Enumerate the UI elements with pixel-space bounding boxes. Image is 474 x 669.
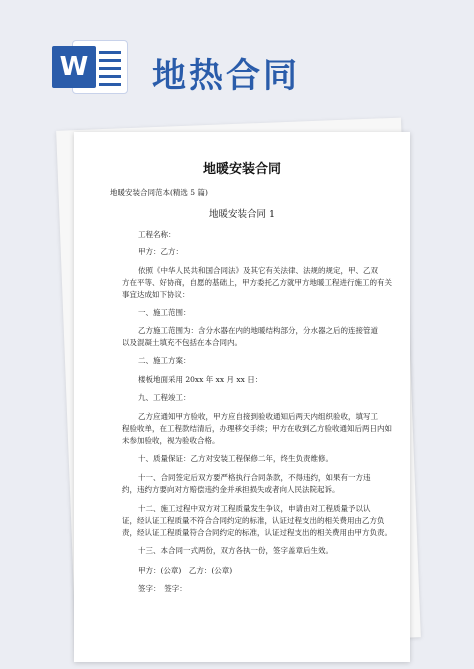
document-line: 甲方：(公章) 乙方：(公章) — [138, 566, 233, 575]
document-line: 签字： 签字： — [138, 584, 187, 593]
document-line: 十三、本合同一式两份，双方各执一份，签字盖章后生效。 — [138, 546, 333, 555]
document-line: 十二、施工过程中双方对工程质量发生争议，申请由对工程质量予以认 — [138, 504, 371, 513]
document-line: 事宜达成如下协议： — [122, 290, 190, 299]
document-line: 楼板地面采用 20xx 年 xx 月 xx 日： — [138, 375, 263, 384]
header-banner — [0, 0, 474, 130]
document-subtitle: 地暖安装合同 1 — [208, 209, 276, 220]
document-line: 程验收单，在工程款结清后，办理移交手续；甲方在收到乙方验收通知后两日内如 — [122, 424, 392, 433]
word-document-icon — [52, 40, 128, 94]
document-line: 工程名称： — [138, 230, 176, 239]
word-icon-letter: W — [52, 46, 96, 88]
document-line: 九、工程竣工： — [138, 393, 191, 402]
document-title: 地暖安装合同 — [202, 162, 281, 177]
document-line: 一、施工范围： — [138, 308, 191, 317]
document-source-line: 地暖安装合同范本(精选 5 篇) — [110, 188, 208, 197]
document-line: 未参加验收，视为验收合格。 — [122, 436, 220, 445]
page-title: 地热合同 — [152, 56, 300, 96]
document-preview[interactable] — [74, 132, 410, 662]
document-line: 证，经认证工程质量不符合合同约定的标准，认证过程支出的相关费用由乙方负 — [122, 516, 385, 525]
document-line: 十一、合同签定后双方要严格执行合同条款，不得违约，如果有一方违 — [138, 473, 371, 482]
document-line: 方在平等、好协商，自愿的基础上，甲方委托乙方就甲方地暖工程进行施工的有关 — [122, 278, 392, 287]
document-line: 责，经认证工程质量符合合同约定的标准，认证过程支出的相关费用由甲方负责。 — [122, 528, 392, 537]
document-line: 乙方应通知甲方验收，甲方应自接到验收通知后两天内组织验收，填写工 — [138, 412, 378, 421]
document-line: 约，违约方要向对方赔偿违约金并承担损失或者向人民法院起诉。 — [122, 485, 340, 494]
document-line: 二、施工方案： — [138, 356, 191, 365]
document-line: 依照《中华人民共和国合同法》及其它有关法律、法规的规定，甲、乙双 — [138, 266, 378, 275]
document-line: 甲方：乙方： — [138, 247, 183, 256]
document-line: 乙方施工范围为：含分水器在内的地暖结构部分，分水器之后的连接管道 — [138, 326, 378, 335]
document-line: 以及混凝土填充不包括在本合同内。 — [122, 338, 242, 347]
document-line: 十、质量保证：乙方对安装工程保修二年，终生负责维修。 — [138, 454, 333, 463]
